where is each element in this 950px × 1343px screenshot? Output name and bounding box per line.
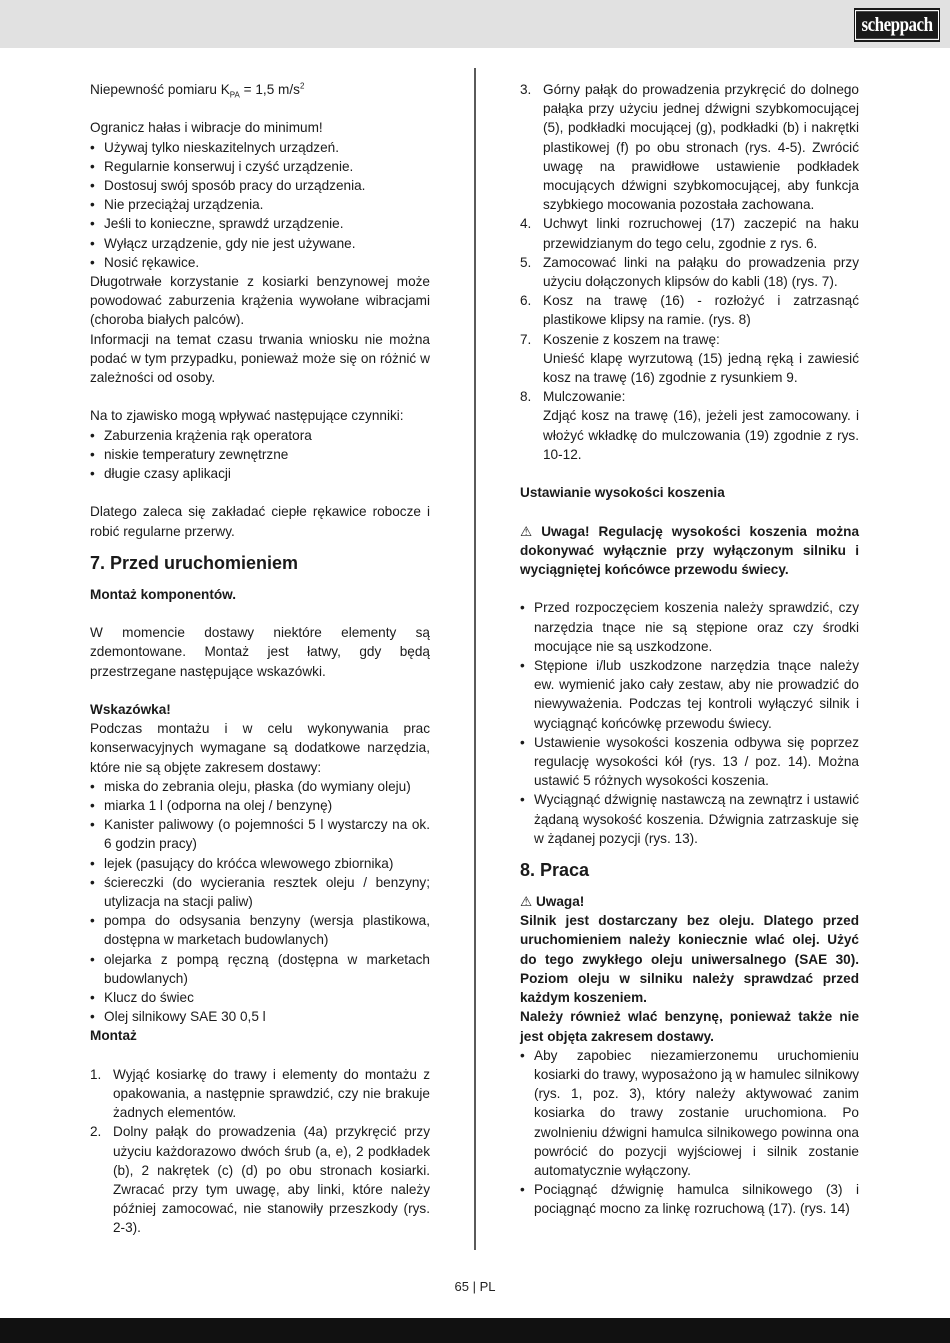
petrol-warning: Należy również wlać benzynę, ponieważ także nie jest objęta zakresem dostawy. bbox=[520, 1009, 859, 1044]
step-text: Zamocować linki na pałąku do prowadzenia przy użyciu dołączonych klipsów do kabli (18) (rys. 7). bbox=[543, 254, 859, 290]
assembly-steps-right bbox=[520, 80, 859, 464]
uncertainty-superscript: 2 bbox=[299, 81, 305, 91]
delivery-paragraph: W momencie dostawy niektóre elementy są zdemontowane. Montaż jest łatwy, gdy będą przestrzegane następujące wskazówki. bbox=[90, 625, 430, 679]
list-item: • Olej silnikowy SAE 30 0,5 l bbox=[90, 1007, 430, 1026]
step-text: Koszenie z koszem na trawę: bbox=[543, 331, 720, 347]
step-item bbox=[520, 387, 859, 464]
measurement-uncertainty bbox=[90, 80, 430, 99]
list-item: • lejek (pasujący do króćca wlewowego zbiornika) bbox=[90, 854, 430, 873]
list-item: • Aby zapobiec niezamierzonemu uruchomieniu kosiarki do trawy, wyposażono ją w hamulec silnikowy (rys. 1, poz. 3), który należy aktywować zanim kosiarka do trawy zostanie uruchomiona. Po zwolnieniu dźwigni hamulca silnikowego powinna ona powrócić do pozycji wyjściowej i silnik zostanie automatycznie wyłączony. bbox=[520, 1046, 859, 1180]
step-number: 4. bbox=[520, 216, 532, 232]
step-subtext: Unieść klapę wyrzutową (15) jedną ręką i zawiesić kosz na trawę (16) zgodnie z rysunkiem 9. bbox=[543, 350, 859, 386]
step-text: Górny pałąk do prowadzenia przykręcić do dolnego pałąka przy użyciu jednej dźwigni szybkomocującej (5), podkładki mocującej (g), podkładki (b) i nakrętki plastikowej (f) po obu stronach (rys. 4-5). Zwrócić uwagę na prawidłowe ustawienie podkładek mocujących dźwigni szybkomocującej, aby funkcja szybkiego mocowania pozostała zachowana. bbox=[543, 82, 859, 213]
step-item bbox=[90, 1065, 430, 1123]
recommend-paragraph: Dlatego zaleca się zakładać ciepłe rękawice robocze i robić regularne przerwy. bbox=[90, 504, 430, 539]
step-text: Mulczowanie: bbox=[543, 389, 626, 405]
step-item bbox=[520, 330, 859, 388]
hint-heading: Wskazówka! bbox=[90, 702, 171, 718]
warning-icon: ⚠ bbox=[520, 523, 533, 539]
height-warning-text: Uwaga! Regulację wysokości koszenia można dokonywać wyłącznie przy wyłączonym silniku i wyciągniętej końcówce przewodu świecy. bbox=[520, 523, 860, 578]
step-number: 6. bbox=[520, 293, 532, 309]
list-item: • miska do zebrania oleju, płaska (do wymiany oleju) bbox=[90, 777, 430, 796]
left-column bbox=[90, 80, 430, 1238]
step-item bbox=[520, 253, 859, 291]
list-item: • długie czasy aplikacji bbox=[90, 464, 430, 483]
list-item: • Nie przeciążaj urządzenia. bbox=[90, 195, 430, 214]
montage-heading: Montaż bbox=[90, 1028, 137, 1044]
step-item bbox=[90, 1122, 430, 1237]
step-subtext: Zdjąć kosz na trawę (16), jeżeli jest zamocowany. i włożyć wkładkę do mulczowania (19) zgodnie z rys. 10-12. bbox=[543, 408, 859, 462]
brand-logo bbox=[854, 8, 940, 42]
step-number: 2. bbox=[90, 1124, 102, 1140]
list-item: • Wyłącz urządzenie, gdy nie jest używane. bbox=[90, 234, 430, 253]
step-number: 7. bbox=[520, 331, 532, 347]
assembly-steps-left bbox=[90, 1065, 430, 1238]
list-item: • Jeśli to konieczne, sprawdź urządzenie. bbox=[90, 214, 430, 233]
list-item: • Pociągnąć dźwignię hamulca silnikowego (3) i pociągnąć mocno za linkę rozruchową (17). (rys. 14) bbox=[520, 1180, 859, 1218]
list-item: • Ustawienie wysokości koszenia odbywa się poprzez regulację wysokości kół (rys. 13 / poz. 14). Można ustawić 5 różnych wysokości koszenia. bbox=[520, 733, 859, 791]
step-text: Wyjąć kosiarkę do trawy i elementy do montażu z opakowania, a następnie sprawdzić, czy nie brakuje żadnych elementów. bbox=[113, 1066, 430, 1121]
list-item: • Zaburzenia krążenia rąk operatora bbox=[90, 426, 430, 445]
section-8-title: 8. Praca bbox=[520, 860, 590, 881]
list-item: • niskie temperatury zewnętrzne bbox=[90, 445, 430, 464]
uncertainty-value: = 1,5 m/s bbox=[239, 82, 300, 97]
list-item: • Regularnie konserwuj i czyść urządzenie. bbox=[90, 157, 430, 176]
step-text: Dolny pałąk do prowadzenia (4a) przykręcić przy użyciu każdorazowo dwóch śrub (a, e), 2 podkładek (b), 2 nakrętek (c) (d) po obu stronach kosiarki. Zwracać przy tym uwagę, aby linki, które należy później zamocować, nie stanowiły przeszkody (rys. 2-3). bbox=[113, 1124, 430, 1236]
step-number: 3. bbox=[520, 82, 532, 97]
list-item: • Dostosuj swój sposób pracy do urządzenia. bbox=[90, 176, 430, 195]
step-text: Kosz na trawę (16) - rozłożyć i zatrzasnąć plastikowe klipsy na ramie. (rys. 8) bbox=[543, 293, 859, 328]
step-item bbox=[520, 291, 859, 329]
noise-list bbox=[90, 138, 430, 272]
list-item: • olejarka z pompą ręczną (dostępna w marketach budowlanych) bbox=[90, 950, 430, 988]
logo-text: scheppach bbox=[855, 10, 938, 40]
list-item: • Stępione i/lub uszkodzone narzędzia tnące należy ew. wymienić jako cały zestaw, aby nie prowadzić do niewyważenia. Podczas tej kontroli wyłączyć silnik i wyciągnąć końcówkę przewodu świecy. bbox=[520, 656, 859, 733]
step-number: 5. bbox=[520, 254, 532, 270]
height-warning bbox=[520, 522, 859, 580]
warning-icon: ⚠ bbox=[520, 894, 533, 910]
list-item: • Kanister paliwowy (o pojemności 5 l wystarczy na ok. 6 godzin pracy) bbox=[90, 815, 430, 853]
factors-list bbox=[90, 426, 430, 484]
footer-bar bbox=[0, 1318, 950, 1343]
uncertainty-subscript: PA bbox=[229, 90, 240, 100]
oil-warning: Silnik jest dostarczany bez oleju. Dlatego przed uruchomieniem należy koniecznie wlać olej. Użyć do tego zwykłego oleju uniwersalnego (SAE 30). Poziom oleju w silniku należy sprawdzać przed każdym koszeniem. bbox=[520, 913, 859, 1006]
list-item: • Nosić rękawice. bbox=[90, 253, 430, 272]
assembly-heading: Montaż komponentów. bbox=[90, 586, 236, 602]
list-item: • miarka 1 l (odporna na olej / benzynę) bbox=[90, 796, 430, 815]
step-text: Uchwyt linki rozruchowej (17) zaczepić na haku przewidzianym do tego celu, zgodnie z rys. 6. bbox=[543, 216, 859, 251]
right-column bbox=[520, 80, 859, 1219]
noise-intro: Ogranicz hałas i wibracje do minimum! bbox=[90, 120, 323, 136]
info-paragraph: Informacji na temat czasu trwania wniosku nie można podać w tym przypadku, ponieważ może się on różnić w zależności od osoby. bbox=[90, 331, 430, 386]
list-item: • Przed rozpoczęciem koszenia należy sprawdzić, czy narzędzia tnące nie są stępione oraz czy środki mocujące nie są uszkodzone. bbox=[520, 598, 859, 656]
list-item: • Wyciągnąć dźwignię nastawczą na zewnątrz i ustawić żądaną wysokość koszenia. Dźwignia zatrzaskuje się w żądanej pozycji (rys. 13). bbox=[520, 790, 859, 848]
list-item: • Używaj tylko nieskazitelnych urządzeń. bbox=[90, 138, 430, 157]
warning-label-text: Uwaga! bbox=[535, 894, 585, 910]
tools-list bbox=[90, 777, 430, 1027]
list-item: • pompa do odsysania benzyny (wersja plastikowa, dostępna w marketach budowlanych) bbox=[90, 911, 430, 949]
section-7-title: 7. Przed uruchomieniem bbox=[90, 552, 299, 573]
hint-paragraph: Podczas montażu i w celu wykonywania prac konserwacyjnych wymagane są dodatkowe narzędzia, które nie są objęte zakresem dostawy: bbox=[90, 721, 430, 775]
step-item bbox=[520, 80, 859, 214]
step-item bbox=[520, 214, 859, 252]
work-list bbox=[520, 1046, 859, 1219]
factors-intro: Na to zjawisko mogą wpływać następujące czynniki: bbox=[90, 408, 404, 424]
page-number: 65 | PL bbox=[454, 1279, 496, 1294]
header-bar bbox=[0, 0, 950, 48]
step-number: 1. bbox=[90, 1066, 102, 1082]
warning-label bbox=[520, 892, 859, 911]
height-heading: Ustawianie wysokości koszenia bbox=[520, 485, 725, 501]
uncertainty-text: Niepewność pomiaru K bbox=[90, 82, 230, 97]
list-item: • ściereczki (do wycierania resztek oleju / benzyny; utylizacja na stacji paliw) bbox=[90, 873, 430, 911]
long-use-paragraph: Długotrwałe korzystanie z kosiarki benzynowej może powodować zaburzenia krążenia wywołane wibracjami (choroba białych palców). bbox=[90, 274, 430, 328]
height-list bbox=[520, 598, 859, 848]
column-divider bbox=[474, 68, 476, 1250]
list-item: • Klucz do świec bbox=[90, 988, 430, 1007]
step-number: 8. bbox=[520, 389, 532, 405]
